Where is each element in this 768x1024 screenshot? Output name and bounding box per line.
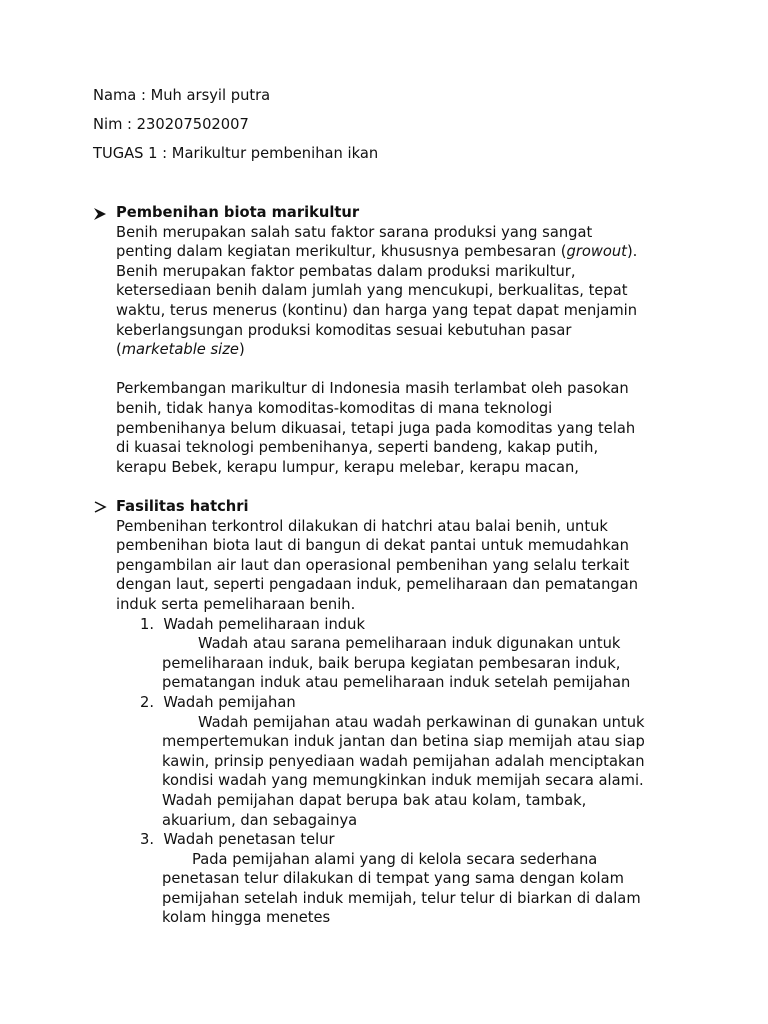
- list-item-line: penetasan telur dilakukan di tempat yang sama dengan kolam: [162, 870, 624, 888]
- list-item-line: kawin, prinsip penyediaan wadah pemijahan adalah menciptakan: [162, 752, 645, 770]
- tugas-line: TUGAS 1 : Marikultur pembenihan ikan: [93, 145, 379, 162]
- list-item-title: 2. Wadah pemijahan: [139, 693, 296, 711]
- paragraph-line: Pembenihan terkontrol dilakukan di hatchri atau balai benih, untuk: [116, 517, 608, 535]
- paragraph-line: keberlangsungan produksi komoditas sesuai kebutuhan pasar: [116, 321, 572, 339]
- list-item-line: Wadah pemijahan dapat berupa bak atau kolam, tambak,: [162, 791, 587, 809]
- section-title: Pembenihan biota marikultur: [116, 204, 360, 221]
- section-pembenihan: [116, 203, 676, 477]
- list-item-title: 3. Wadah penetasan telur: [139, 831, 335, 849]
- list-item-line: Pada pemijahan alami yang di kelola secara sederhana: [192, 850, 598, 868]
- list-item-line: akuarium, dan sebagainya: [162, 811, 358, 829]
- list-item-line: mempertemukan induk jantan dan betina siap memijah atau siap: [162, 733, 645, 751]
- paragraph-line: dengan laut, seperti pengadaan induk, pemeliharaan dan pematangan: [116, 576, 639, 594]
- list-item-line: Wadah pemijahan atau wadah perkawinan di gunakan untuk: [198, 713, 645, 731]
- paragraph-line: waktu, terus menerus (kontinu) dan harga yang tepat dapat menjamin: [116, 301, 638, 319]
- paragraph-line: pembenihanya belum dikuasai, tetapi juga pada komoditas yang telah: [116, 419, 636, 437]
- blank-line: [116, 360, 676, 380]
- paragraph-line: Benih merupakan faktor pembatas dalam produksi marikultur,: [116, 262, 576, 280]
- paragraph-line: kerapu Bebek, kerapu lumpur, kerapu melebar, kerapu macan,: [116, 458, 579, 476]
- section-title: Fasilitas hatchri: [116, 498, 249, 515]
- paragraph-line: penting dalam kegiatan merikultur, khususnya pembesaran (growout).: [116, 243, 638, 261]
- paragraph-line: pembenihan biota laut di bangun di dekat pantai untuk memudahkan: [116, 537, 629, 555]
- arrow-bullet-icon: [92, 206, 108, 222]
- paragraph-line: Perkembangan marikultur di Indonesia masih terlambat oleh pasokan: [116, 380, 629, 398]
- list-item-line: pemeliharaan induk, baik berupa kegiatan pembesaran induk,: [162, 654, 621, 672]
- list-item-line: pemijahan setelah induk memijah, telur telur di biarkan di dalam: [162, 889, 641, 907]
- nim-line: Nim : 230207502007: [93, 116, 249, 133]
- list-item-line: kolam hingga menetes: [162, 909, 331, 927]
- paragraph-line: (marketable size): [116, 341, 245, 359]
- list-item-line: Wadah atau sarana pemeliharaan induk digunakan untuk: [198, 635, 621, 653]
- paragraph-line: Benih merupakan salah satu faktor sarana produksi yang sangat: [116, 223, 593, 241]
- paragraph-line: pengambilan air laut dan operasional pembenihan yang selalu terkait: [116, 556, 630, 574]
- paragraph-line: benih, tidak hanya komoditas-komoditas di mana teknologi: [116, 399, 553, 417]
- paragraph-line: ketersediaan benih dalam jumlah yang mencukupi, berkualitas, tepat: [116, 282, 628, 300]
- section-fasilitas: [116, 497, 676, 928]
- paragraph-line: di kuasai teknologi pembenihanya, seperti bandeng, kakap putih,: [116, 439, 599, 457]
- list-item-title: 1. Wadah pemeliharaan induk: [139, 615, 365, 633]
- arrow-bullet-icon: [92, 499, 108, 515]
- list-item-line: kondisi wadah yang memungkinkan induk memijah secara alami.: [162, 772, 644, 790]
- nama-line: Nama : Muh arsyil putra: [93, 87, 271, 104]
- list-item-line: pematangan induk atau pemeliharaan induk setelah pemijahan: [162, 674, 631, 692]
- paragraph-line: induk serta pemeliharaan benih.: [116, 595, 356, 613]
